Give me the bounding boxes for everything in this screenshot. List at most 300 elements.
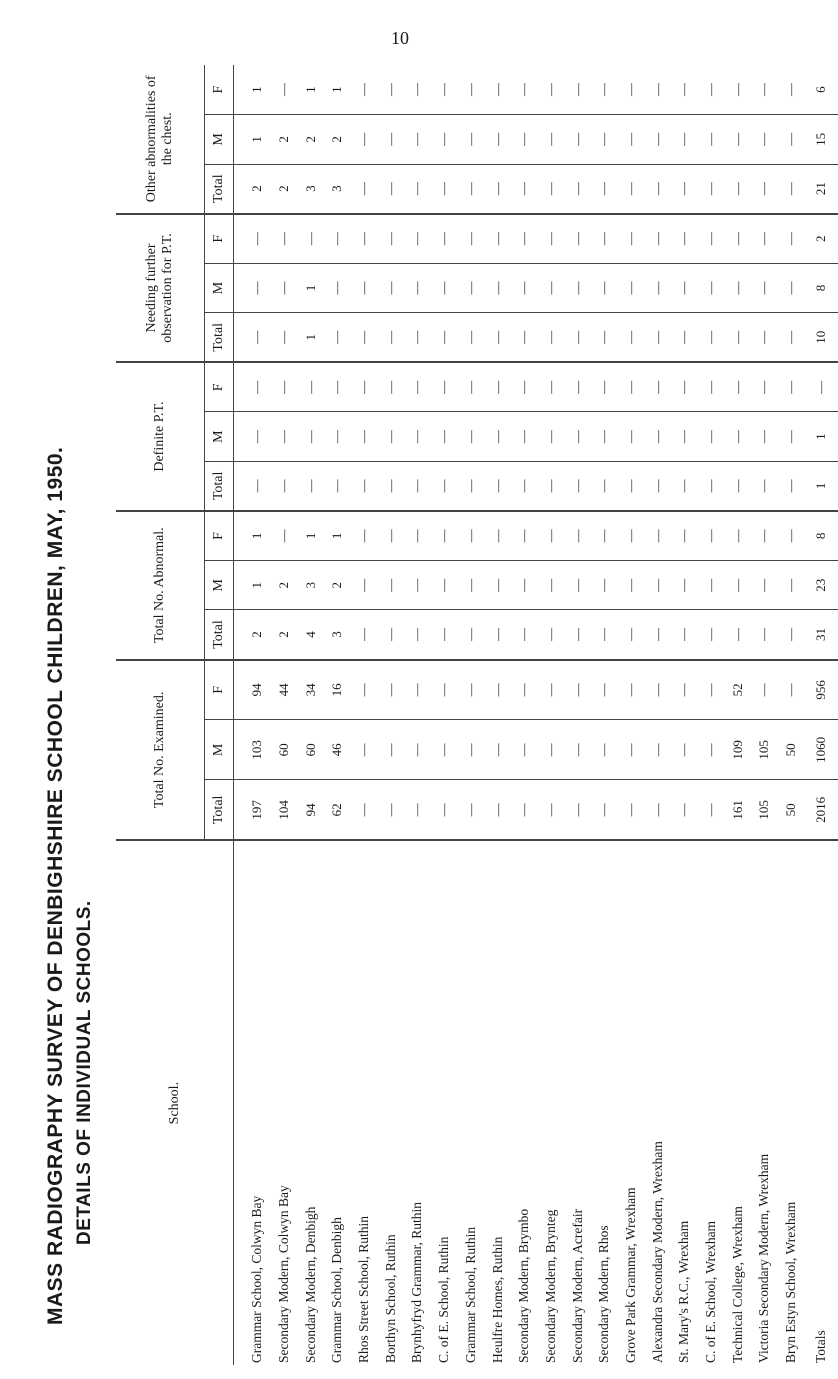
cell-value: — <box>458 461 485 511</box>
cell-value: — <box>458 65 485 115</box>
cell-value: — <box>297 214 324 264</box>
cell-value: 21 <box>804 164 838 214</box>
cell-value: 2 <box>234 610 271 660</box>
table-row <box>751 65 778 1365</box>
cell-value: — <box>271 214 298 264</box>
cell-value: — <box>431 560 458 610</box>
cell-value: — <box>431 362 458 412</box>
cell-value: — <box>618 412 645 462</box>
cell-value: — <box>724 214 751 264</box>
cell-value: — <box>458 610 485 660</box>
cell-value: — <box>724 164 751 214</box>
cell-value: — <box>564 560 591 610</box>
cell-value: — <box>591 263 618 313</box>
cell-value: — <box>564 660 591 720</box>
cell-value: 3 <box>297 560 324 610</box>
cell-value: 34 <box>297 660 324 720</box>
table-row <box>778 65 805 1365</box>
table-row <box>698 65 725 1365</box>
table-body <box>234 65 805 1365</box>
table-row <box>511 65 538 1365</box>
group-header-examined: Total No. Examined. <box>116 660 205 841</box>
table-row <box>484 65 511 1365</box>
cell-value: — <box>431 263 458 313</box>
cell-value: — <box>724 263 751 313</box>
cell-value: — <box>458 263 485 313</box>
cell-value: — <box>431 412 458 462</box>
cell-value: — <box>404 115 431 165</box>
cell-value: — <box>698 720 725 780</box>
cell-value: — <box>724 65 751 115</box>
cell-value: — <box>511 313 538 363</box>
cell-value: 1 <box>804 412 838 462</box>
cell-value: 2 <box>234 164 271 214</box>
cell-value: — <box>698 461 725 511</box>
cell-value: — <box>324 412 351 462</box>
cell-value: — <box>671 164 698 214</box>
cell-value: 2016 <box>804 780 838 840</box>
cell-value: — <box>564 511 591 561</box>
cell-value: — <box>538 65 565 115</box>
cell-value: — <box>458 660 485 720</box>
cell-value: — <box>564 313 591 363</box>
cell-value: 105 <box>751 720 778 780</box>
cell-value: 1 <box>297 65 324 115</box>
cell-value: — <box>564 780 591 840</box>
cell-value: — <box>324 214 351 264</box>
table-row <box>618 65 645 1365</box>
cell-value: — <box>351 313 378 363</box>
cell-value: 1 <box>324 65 351 115</box>
cell-value: — <box>644 164 671 214</box>
cell-value: 2 <box>271 560 298 610</box>
cell-value: — <box>591 461 618 511</box>
cell-value: — <box>511 610 538 660</box>
cell-value: — <box>644 65 671 115</box>
cell-value: — <box>804 362 838 412</box>
cell-value: — <box>564 115 591 165</box>
cell-value: — <box>724 313 751 363</box>
cell-value: 31 <box>804 610 838 660</box>
school-name: Totals <box>813 1330 829 1363</box>
table-row <box>591 65 618 1365</box>
cell-value: — <box>698 362 725 412</box>
school-name: C. of E. School, Ruthin <box>436 1236 452 1363</box>
cell-value: — <box>644 560 671 610</box>
cell-value: 3 <box>324 164 351 214</box>
cell-value: — <box>484 263 511 313</box>
cell-value: — <box>511 412 538 462</box>
cell-value: — <box>751 313 778 363</box>
cell-value: — <box>618 115 645 165</box>
cell-value: — <box>724 362 751 412</box>
cell-value: — <box>297 461 324 511</box>
cell-value: — <box>511 560 538 610</box>
cell-value: — <box>671 362 698 412</box>
cell-value: — <box>724 560 751 610</box>
cell-value: 62 <box>324 780 351 840</box>
cell-value: 1 <box>297 263 324 313</box>
cell-value: — <box>234 313 271 363</box>
cell-value: — <box>234 263 271 313</box>
page-subtitle: DETAILS OF INDIVIDUAL SCHOOLS. <box>74 900 95 1245</box>
cell-value: — <box>271 412 298 462</box>
cell-value: — <box>538 720 565 780</box>
cell-value: — <box>564 720 591 780</box>
cell-value: — <box>351 461 378 511</box>
group-header-definite-pt: Definite P.T. <box>116 362 205 511</box>
cell-value: — <box>778 511 805 561</box>
cell-value: — <box>404 263 431 313</box>
cell-value: — <box>458 560 485 610</box>
cell-value: 1 <box>297 313 324 363</box>
cell-value: — <box>698 214 725 264</box>
cell-value: — <box>484 461 511 511</box>
cell-value: — <box>591 313 618 363</box>
cell-value: 109 <box>724 720 751 780</box>
group-header-other-abnormalities: Other abnormalities of the chest. <box>116 65 205 214</box>
cell-value: — <box>351 780 378 840</box>
cell-value: — <box>271 362 298 412</box>
cell-value: — <box>618 610 645 660</box>
cell-value: — <box>377 660 404 720</box>
cell-value: — <box>618 313 645 363</box>
cell-value: — <box>671 511 698 561</box>
cell-value: — <box>431 461 458 511</box>
cell-value: — <box>431 780 458 840</box>
cell-value: — <box>564 263 591 313</box>
table-row <box>377 65 404 1365</box>
cell-value: — <box>671 780 698 840</box>
cell-value: — <box>511 214 538 264</box>
cell-value: — <box>778 610 805 660</box>
cell-value: — <box>671 720 698 780</box>
cell-value: — <box>671 214 698 264</box>
cell-value: — <box>431 720 458 780</box>
cell-value: — <box>297 362 324 412</box>
cell-value: — <box>511 720 538 780</box>
cell-value: — <box>591 164 618 214</box>
cell-value: — <box>484 511 511 561</box>
table-row <box>458 65 485 1365</box>
cell-value: — <box>591 412 618 462</box>
school-name: Borthyn School, Ruthin <box>382 1234 398 1363</box>
cell-value: — <box>538 511 565 561</box>
cell-value: — <box>618 65 645 115</box>
cell-value: — <box>778 461 805 511</box>
cell-value: — <box>484 164 511 214</box>
cell-value: — <box>271 313 298 363</box>
cell-value: — <box>431 115 458 165</box>
cell-value: 105 <box>751 780 778 840</box>
cell-value: — <box>431 164 458 214</box>
cell-value: — <box>644 461 671 511</box>
cell-value: 44 <box>271 660 298 720</box>
school-column-header: School. <box>116 840 234 1365</box>
table-row <box>351 65 378 1365</box>
cell-value: — <box>564 412 591 462</box>
table-row <box>404 65 431 1365</box>
cell-value: — <box>644 263 671 313</box>
cell-value: — <box>234 412 271 462</box>
cell-value: — <box>458 412 485 462</box>
cell-value: — <box>377 362 404 412</box>
cell-value: — <box>484 560 511 610</box>
table-row <box>297 65 324 1365</box>
cell-value: — <box>778 313 805 363</box>
cell-value: — <box>644 412 671 462</box>
cell-value: — <box>778 362 805 412</box>
cell-value: — <box>377 560 404 610</box>
cell-value: — <box>591 115 618 165</box>
cell-value: 8 <box>804 511 838 561</box>
schools-table <box>116 65 838 1365</box>
totals-row <box>804 65 838 1365</box>
cell-value: 16 <box>324 660 351 720</box>
cell-value: — <box>484 115 511 165</box>
cell-value: — <box>538 214 565 264</box>
cell-value: — <box>377 511 404 561</box>
cell-value: — <box>431 65 458 115</box>
cell-value: 50 <box>778 780 805 840</box>
cell-value: — <box>404 720 431 780</box>
subheader-m: M <box>205 263 234 313</box>
cell-value: — <box>618 660 645 720</box>
cell-value: — <box>271 263 298 313</box>
cell-value: — <box>431 610 458 660</box>
school-name: Grove Park Grammar, Wrexham <box>622 1187 638 1363</box>
cell-value: — <box>351 660 378 720</box>
cell-value: — <box>351 214 378 264</box>
cell-value: — <box>671 560 698 610</box>
cell-value: — <box>271 65 298 115</box>
cell-value: — <box>591 560 618 610</box>
cell-value: — <box>404 511 431 561</box>
cell-value: — <box>377 263 404 313</box>
cell-value: — <box>564 164 591 214</box>
cell-value: 1 <box>234 511 271 561</box>
subheader-total: Total <box>205 313 234 363</box>
subheader-f: F <box>205 214 234 264</box>
cell-value: — <box>484 362 511 412</box>
cell-value: — <box>671 412 698 462</box>
cell-value: — <box>538 115 565 165</box>
cell-value: — <box>404 164 431 214</box>
cell-value: — <box>778 412 805 462</box>
cell-value: — <box>484 720 511 780</box>
cell-value: — <box>431 660 458 720</box>
group-header-abnormal: Total No. Abnormal. <box>116 511 205 660</box>
cell-value: 1060 <box>804 720 838 780</box>
cell-value: — <box>751 560 778 610</box>
table-row <box>538 65 565 1365</box>
cell-value: — <box>698 164 725 214</box>
cell-value: — <box>751 115 778 165</box>
cell-value: — <box>778 115 805 165</box>
cell-value: 104 <box>271 780 298 840</box>
cell-value: — <box>484 660 511 720</box>
cell-value: — <box>484 412 511 462</box>
cell-value: 3 <box>324 610 351 660</box>
cell-value: — <box>724 115 751 165</box>
table-footer <box>804 65 838 1365</box>
cell-value: — <box>778 263 805 313</box>
table-row <box>431 65 458 1365</box>
subheader-total: Total <box>205 461 234 511</box>
cell-value: — <box>351 362 378 412</box>
cell-value: — <box>271 461 298 511</box>
cell-value: — <box>458 511 485 561</box>
cell-value: — <box>538 164 565 214</box>
cell-value: — <box>377 214 404 264</box>
cell-value: — <box>404 461 431 511</box>
cell-value: 3 <box>297 164 324 214</box>
cell-value: — <box>234 461 271 511</box>
cell-value: — <box>377 461 404 511</box>
cell-value: — <box>377 313 404 363</box>
cell-value: — <box>751 412 778 462</box>
cell-value: — <box>511 65 538 115</box>
cell-value: — <box>698 780 725 840</box>
cell-value: — <box>751 660 778 720</box>
subheader-m: M <box>205 115 234 165</box>
cell-value: — <box>511 263 538 313</box>
cell-value: — <box>698 610 725 660</box>
cell-value: — <box>564 610 591 660</box>
cell-value: — <box>404 610 431 660</box>
cell-value: — <box>351 164 378 214</box>
cell-value: 1 <box>234 115 271 165</box>
cell-value: — <box>351 720 378 780</box>
subheader-f: F <box>205 511 234 561</box>
cell-value: — <box>511 362 538 412</box>
cell-value: 197 <box>234 780 271 840</box>
page-title: MASS RADIOGRAPHY SURVEY OF DENBIGHSHIRE SCHOOL CHILDREN, MAY, 1950. <box>44 446 67 1325</box>
cell-value: — <box>671 263 698 313</box>
cell-value: — <box>458 780 485 840</box>
cell-value: — <box>458 362 485 412</box>
school-name: Grammar School, Ruthin <box>462 1226 478 1363</box>
cell-value: — <box>671 461 698 511</box>
cell-value: 1 <box>297 511 324 561</box>
cell-value: 52 <box>724 660 751 720</box>
cell-value: 161 <box>724 780 751 840</box>
cell-value: 4 <box>297 610 324 660</box>
school-name: Grammar School, Denbigh <box>329 1217 345 1363</box>
cell-value: — <box>484 610 511 660</box>
subheader-m: M <box>205 560 234 610</box>
cell-value: — <box>618 461 645 511</box>
cell-value: — <box>271 511 298 561</box>
cell-value: — <box>751 362 778 412</box>
cell-value: — <box>644 511 671 561</box>
cell-value: 103 <box>234 720 271 780</box>
cell-value: 10 <box>804 313 838 363</box>
cell-value: — <box>351 263 378 313</box>
school-name: Secondary Modern, Colwyn Bay <box>276 1185 292 1363</box>
cell-value: — <box>778 214 805 264</box>
cell-value: — <box>431 313 458 363</box>
cell-value: — <box>297 412 324 462</box>
cell-value: — <box>751 511 778 561</box>
cell-value: 60 <box>297 720 324 780</box>
school-name: Brynhyfryd Grammar, Ruthin <box>409 1201 425 1363</box>
cell-value: — <box>671 115 698 165</box>
cell-value: — <box>618 511 645 561</box>
cell-value: — <box>511 780 538 840</box>
cell-value: — <box>458 313 485 363</box>
table-row <box>271 65 298 1365</box>
cell-value: — <box>511 164 538 214</box>
cell-value: — <box>698 412 725 462</box>
cell-value: — <box>234 214 271 264</box>
cell-value: — <box>724 610 751 660</box>
cell-value: — <box>778 164 805 214</box>
cell-value: — <box>591 610 618 660</box>
cell-value: — <box>484 214 511 264</box>
cell-value: — <box>618 362 645 412</box>
school-name: Secondary Modern, Brymbo <box>516 1208 532 1363</box>
cell-value: — <box>778 65 805 115</box>
cell-value: — <box>591 65 618 115</box>
cell-value: 50 <box>778 720 805 780</box>
rotated-page-content <box>40 55 829 1365</box>
table-row <box>564 65 591 1365</box>
cell-value: — <box>618 263 645 313</box>
subheader-m: M <box>205 412 234 462</box>
school-name: Bryn Estyn School, Wrexham <box>783 1201 799 1363</box>
cell-value: — <box>538 780 565 840</box>
cell-value: — <box>538 461 565 511</box>
table-row <box>324 65 351 1365</box>
cell-value: — <box>351 610 378 660</box>
cell-value: — <box>377 720 404 780</box>
cell-value: 2 <box>271 164 298 214</box>
cell-value: — <box>698 511 725 561</box>
cell-value: 2 <box>271 610 298 660</box>
subheader-f: F <box>205 65 234 115</box>
cell-value: — <box>751 65 778 115</box>
table-row <box>671 65 698 1365</box>
cell-value: — <box>377 780 404 840</box>
cell-value: — <box>618 560 645 610</box>
group-header-row <box>116 65 205 1365</box>
cell-value: — <box>538 313 565 363</box>
cell-value: — <box>484 313 511 363</box>
cell-value: — <box>591 720 618 780</box>
cell-value: — <box>671 313 698 363</box>
cell-value: — <box>778 560 805 610</box>
school-name: Grammar School, Colwyn Bay <box>249 1195 265 1363</box>
cell-value: — <box>458 164 485 214</box>
school-name: Alexandra Secondary Modern, Wrexham <box>649 1141 665 1363</box>
cell-value: — <box>511 511 538 561</box>
subheader-f: F <box>205 362 234 412</box>
cell-value: — <box>644 660 671 720</box>
cell-value: — <box>644 313 671 363</box>
cell-value: — <box>698 660 725 720</box>
cell-value: 2 <box>324 115 351 165</box>
cell-value: — <box>564 461 591 511</box>
cell-value: — <box>538 362 565 412</box>
school-name: C. of E. School, Wrexham <box>703 1220 719 1363</box>
cell-value: — <box>377 115 404 165</box>
cell-value: — <box>698 560 725 610</box>
cell-value: — <box>724 511 751 561</box>
cell-value: — <box>458 115 485 165</box>
cell-value: — <box>618 780 645 840</box>
cell-value: 2 <box>324 560 351 610</box>
